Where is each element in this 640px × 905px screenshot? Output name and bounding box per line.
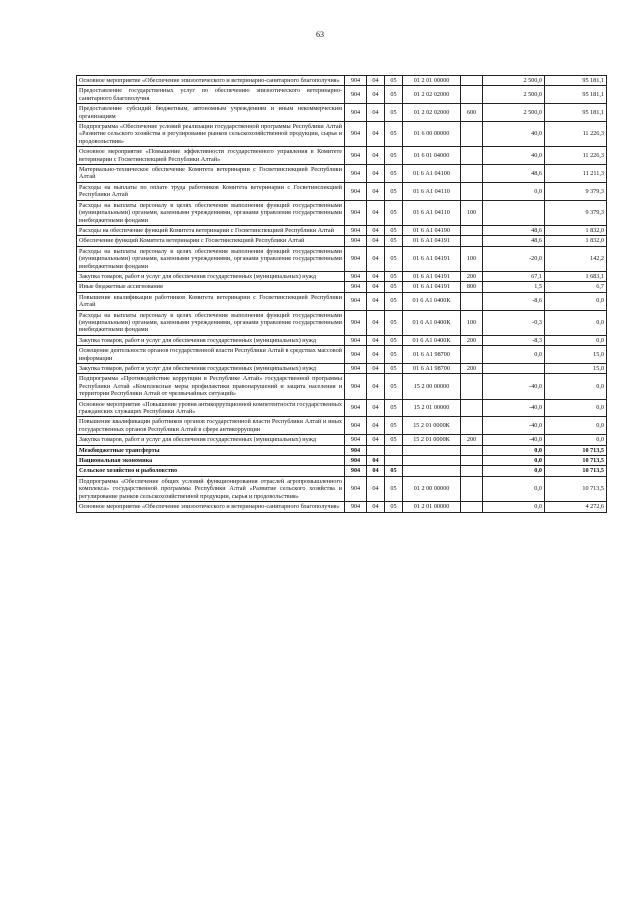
cell-admin-code: 904 <box>345 445 367 455</box>
cell-amount-total: 0,0 <box>545 335 607 345</box>
cell-section: 04 <box>367 476 385 501</box>
cell-target-article: 15 2 00 00000 <box>403 374 461 399</box>
cell-expense-type: 100 <box>461 200 483 225</box>
table-row <box>77 435 607 445</box>
cell-subsection: 05 <box>385 246 403 271</box>
cell-expense-type <box>461 182 483 200</box>
table-row <box>77 310 607 335</box>
cell-admin-code: 904 <box>345 246 367 271</box>
cell-expense-type <box>461 417 483 435</box>
row-name: Расходы на выплаты персоналу в целях обеспечения выполнения функций государственными (муниципальными) органами, казенными учреждениями, органами управления государственными внебюджетными фондами <box>77 246 345 271</box>
cell-amount-total: 9 379,3 <box>545 182 607 200</box>
cell-admin-code: 904 <box>345 147 367 165</box>
cell-expense-type: 100 <box>461 246 483 271</box>
cell-expense-type <box>461 147 483 165</box>
cell-section: 04 <box>367 456 385 466</box>
cell-subsection: 05 <box>385 310 403 335</box>
row-name: Материально-техническое обеспечение Комитета ветеринарии с Госветинспекцией Республики Алтай <box>77 165 345 183</box>
cell-expense-type <box>461 76 483 86</box>
table-row <box>77 246 607 271</box>
cell-admin-code: 904 <box>345 165 367 183</box>
cell-admin-code: 904 <box>345 466 367 476</box>
cell-section: 04 <box>367 86 385 104</box>
row-name: Национальная экономика <box>77 456 345 466</box>
row-name: Подпрограмма «Обеспечение общих условий функционирования отраслей агропромышленного комплекса» государственной программы Республики Алтай «Развитие сельского хозяйства и регулирование рынков сельскохозяйственной продукции, сырья и продовольствия» <box>77 476 345 501</box>
cell-amount-change: 0,0 <box>483 456 545 466</box>
cell-section: 04 <box>367 466 385 476</box>
cell-subsection: 05 <box>385 466 403 476</box>
cell-amount-change: -40,0 <box>483 435 545 445</box>
cell-target-article: 15 2 01 0000К <box>403 435 461 445</box>
row-name: Подпрограмма «Противодействие коррупции в Республике Алтай» государственной программы Республики Алтай «Комплексные меры профилактики правонарушений и защита населения и территории Республики Алтай от чрезвычайных ситуаций» <box>77 374 345 399</box>
cell-expense-type <box>461 292 483 310</box>
cell-admin-code: 904 <box>345 182 367 200</box>
cell-target-article <box>403 456 461 466</box>
cell-amount-change: 2 500,0 <box>483 76 545 86</box>
cell-amount-total: 0,0 <box>545 435 607 445</box>
cell-target-article: 01 6 01 04000 <box>403 147 461 165</box>
cell-amount-total: 1 832,0 <box>545 225 607 235</box>
cell-expense-type <box>461 466 483 476</box>
cell-section: 04 <box>367 147 385 165</box>
cell-amount-change: 2 500,0 <box>483 104 545 122</box>
cell-section: 04 <box>367 165 385 183</box>
cell-expense-type <box>461 456 483 466</box>
cell-amount-total: 95 181,1 <box>545 76 607 86</box>
row-name: Иные бюджетные ассигнования <box>77 282 345 292</box>
row-name: Расходы на выплаты персоналу в целях обеспечения выполнения функций государственными (муниципальными) органами, казенными учреждениями, органами управления государственными внебюджетными фондами <box>77 310 345 335</box>
cell-section: 04 <box>367 310 385 335</box>
cell-section: 04 <box>367 374 385 399</box>
cell-section: 04 <box>367 76 385 86</box>
row-name: Сельское хозяйство и рыболовство <box>77 466 345 476</box>
cell-amount-total: 95 181,1 <box>545 104 607 122</box>
cell-admin-code: 904 <box>345 122 367 147</box>
cell-amount-change: 0,0 <box>483 476 545 501</box>
cell-subsection: 05 <box>385 225 403 235</box>
table-row <box>77 104 607 122</box>
table-row <box>77 476 607 501</box>
cell-amount-total: 10 713,5 <box>545 456 607 466</box>
cell-expense-type <box>461 122 483 147</box>
row-name: Закупка товаров, работ и услуг для обеспечения государственных (муниципальных) нужд <box>77 364 345 374</box>
cell-expense-type <box>461 399 483 417</box>
cell-subsection: 05 <box>385 435 403 445</box>
cell-target-article <box>403 445 461 455</box>
row-name: Повышение квалификации работников органов государственной власти Республики Алтай и иных государственных органов Республики Алтай в сфере антикоррупции <box>77 417 345 435</box>
cell-section: 04 <box>367 292 385 310</box>
cell-subsection: 05 <box>385 86 403 104</box>
cell-admin-code: 904 <box>345 502 367 512</box>
cell-target-article: 01 6 А1 04190 <box>403 225 461 235</box>
cell-target-article: 01 6 А1 04100 <box>403 165 461 183</box>
table-row <box>77 76 607 86</box>
cell-section: 04 <box>367 271 385 281</box>
row-name: Закупка товаров, работ и услуг для обеспечения государственных (муниципальных) нужд <box>77 335 345 345</box>
row-name: Расходы на выплаты персоналу в целях обеспечения выполнения функций государственными (муниципальными) органами, казенными учреждениями, органами управления государственными внебюджетными фондами <box>77 200 345 225</box>
cell-target-article: 01 2 02 02000 <box>403 104 461 122</box>
row-name: Повышение квалификации работников Комитета ветеринарии с Госветинспекцией Республики Алтай <box>77 292 345 310</box>
cell-section: 04 <box>367 225 385 235</box>
cell-target-article: 15 2 01 0000К <box>403 417 461 435</box>
cell-subsection: 05 <box>385 292 403 310</box>
cell-amount-change <box>483 200 545 225</box>
cell-subsection: 05 <box>385 104 403 122</box>
cell-admin-code: 904 <box>345 417 367 435</box>
cell-amount-change: -20,0 <box>483 246 545 271</box>
cell-target-article: 15 2 01 00000 <box>403 399 461 417</box>
cell-admin-code: 904 <box>345 364 367 374</box>
cell-section: 04 <box>367 182 385 200</box>
cell-subsection: 05 <box>385 374 403 399</box>
cell-section: 04 <box>367 282 385 292</box>
cell-section: 04 <box>367 399 385 417</box>
budget-table-body <box>77 76 607 513</box>
cell-target-article: 01 6 А1 04191 <box>403 246 461 271</box>
cell-amount-change: -40,0 <box>483 374 545 399</box>
cell-expense-type <box>461 236 483 246</box>
cell-subsection: 05 <box>385 346 403 364</box>
cell-admin-code: 904 <box>345 236 367 246</box>
cell-target-article: 01 2 00 00000 <box>403 476 461 501</box>
cell-admin-code: 904 <box>345 476 367 501</box>
cell-amount-change: 1,5 <box>483 282 545 292</box>
cell-amount-change: 0,0 <box>483 466 545 476</box>
cell-section: 04 <box>367 246 385 271</box>
table-row <box>77 466 607 476</box>
cell-admin-code: 904 <box>345 335 367 345</box>
row-name: Расходы на выплаты по оплате труда работников Комитета ветеринарии с Госветинспекцией Республики Алтай <box>77 182 345 200</box>
cell-amount-change: 48,6 <box>483 236 545 246</box>
cell-amount-total: 10 713,5 <box>545 445 607 455</box>
cell-amount-total: 1 683,1 <box>545 271 607 281</box>
cell-subsection: 05 <box>385 165 403 183</box>
cell-amount-total: 142,2 <box>545 246 607 271</box>
cell-section: 04 <box>367 335 385 345</box>
cell-section <box>367 445 385 455</box>
cell-amount-change: 0,0 <box>483 182 545 200</box>
table-row <box>77 225 607 235</box>
cell-subsection: 05 <box>385 182 403 200</box>
table-row <box>77 445 607 455</box>
cell-expense-type: 800 <box>461 282 483 292</box>
cell-amount-change: 48,6 <box>483 225 545 235</box>
row-name: Подпрограмма «Обеспечение условий реализации государственной программы Республики Алтай «Развитие сельского хозяйства и регулирование рынков сельскохозяйственной продукции, сырья и продовольствия» <box>77 122 345 147</box>
table-row <box>77 364 607 374</box>
table-row <box>77 271 607 281</box>
row-name: Предоставление субсидий бюджетным, автономным учреждениям и иным некоммерческим организациям <box>77 104 345 122</box>
cell-section: 04 <box>367 502 385 512</box>
cell-subsection: 05 <box>385 200 403 225</box>
cell-amount-total: 0,0 <box>545 417 607 435</box>
cell-amount-change: 67,1 <box>483 271 545 281</box>
table-row <box>77 182 607 200</box>
cell-amount-total: 15,0 <box>545 346 607 364</box>
row-name: Расходы на обеспечение функций Комитета ветеринарии с Госветинспекцией Республики Алтай <box>77 225 345 235</box>
row-name: Закупка товаров, работ и услуг для обеспечения государственных (муниципальных) нужд <box>77 435 345 445</box>
cell-admin-code: 904 <box>345 200 367 225</box>
cell-subsection: 05 <box>385 236 403 246</box>
cell-admin-code: 904 <box>345 399 367 417</box>
cell-section: 04 <box>367 200 385 225</box>
cell-target-article: 01 6 А1 0400К <box>403 310 461 335</box>
cell-subsection: 05 <box>385 122 403 147</box>
row-name: Закупка товаров, работ и услуг для обеспечения государственных (муниципальных) нужд <box>77 271 345 281</box>
table-row <box>77 122 607 147</box>
cell-subsection: 05 <box>385 282 403 292</box>
cell-target-article: 01 6 А1 0400К <box>403 292 461 310</box>
table-row <box>77 335 607 345</box>
cell-subsection: 05 <box>385 271 403 281</box>
cell-subsection: 05 <box>385 399 403 417</box>
cell-section: 04 <box>367 364 385 374</box>
cell-expense-type <box>461 225 483 235</box>
cell-subsection <box>385 445 403 455</box>
cell-subsection: 05 <box>385 476 403 501</box>
cell-amount-total: 11 211,3 <box>545 165 607 183</box>
cell-amount-change: 40,0 <box>483 122 545 147</box>
cell-amount-total: 0,0 <box>545 310 607 335</box>
cell-expense-type <box>461 86 483 104</box>
cell-target-article: 01 2 01 00000 <box>403 502 461 512</box>
cell-admin-code: 904 <box>345 310 367 335</box>
cell-amount-total: 11 226,3 <box>545 122 607 147</box>
cell-admin-code: 904 <box>345 271 367 281</box>
table-row <box>77 282 607 292</box>
cell-amount-total: 10 713,5 <box>545 466 607 476</box>
cell-target-article: 01 6 А1 98700 <box>403 364 461 374</box>
cell-amount-total: 0,0 <box>545 292 607 310</box>
cell-section: 04 <box>367 104 385 122</box>
cell-admin-code: 904 <box>345 225 367 235</box>
cell-subsection: 05 <box>385 147 403 165</box>
cell-target-article: 01 2 01 00000 <box>403 76 461 86</box>
cell-amount-total: 15,0 <box>545 364 607 374</box>
row-name: Основное мероприятие «Повышение эффективности государственного управления в Комитете ветеринарии с Госветинспекцией Республики Алтай» <box>77 147 345 165</box>
cell-expense-type: 100 <box>461 310 483 335</box>
cell-expense-type <box>461 374 483 399</box>
table-row <box>77 374 607 399</box>
cell-subsection: 05 <box>385 502 403 512</box>
cell-admin-code: 904 <box>345 282 367 292</box>
cell-subsection <box>385 456 403 466</box>
cell-admin-code: 904 <box>345 104 367 122</box>
table-row <box>77 86 607 104</box>
budget-table <box>76 75 607 513</box>
cell-admin-code: 904 <box>345 292 367 310</box>
cell-subsection: 05 <box>385 417 403 435</box>
cell-amount-total: 1 832,0 <box>545 236 607 246</box>
cell-section: 04 <box>367 122 385 147</box>
cell-target-article: 01 6 А1 04110 <box>403 200 461 225</box>
cell-amount-total: 0,0 <box>545 374 607 399</box>
cell-section: 04 <box>367 435 385 445</box>
cell-subsection: 05 <box>385 76 403 86</box>
cell-target-article: 01 6 А1 04110 <box>403 182 461 200</box>
cell-amount-change: -0,3 <box>483 310 545 335</box>
cell-amount-total: 95 181,1 <box>545 86 607 104</box>
row-name: Основное мероприятие «Повышение уровня антикоррупционной компетентности государственных гражданских служащих Республики Алтай» <box>77 399 345 417</box>
cell-amount-change: -8,3 <box>483 335 545 345</box>
page-number: 63 <box>316 30 324 39</box>
cell-expense-type <box>461 346 483 364</box>
cell-expense-type: 600 <box>461 104 483 122</box>
table-row <box>77 399 607 417</box>
cell-amount-total: 9 379,3 <box>545 200 607 225</box>
cell-amount-change: 0,0 <box>483 445 545 455</box>
cell-expense-type <box>461 445 483 455</box>
row-name: Основное мероприятие «Обеспечение эпизоотического и ветеринарно-санитарного благополучия» <box>77 502 345 512</box>
row-name: Межбюджетные трансферты <box>77 445 345 455</box>
cell-admin-code: 904 <box>345 456 367 466</box>
row-name: Предоставление государственных услуг по обеспечению эпизоотического ветеринарно-санитарного благополучия <box>77 86 345 104</box>
cell-amount-total: 11 226,3 <box>545 147 607 165</box>
cell-amount-change: -40,0 <box>483 399 545 417</box>
cell-amount-change: -40,0 <box>483 417 545 435</box>
table-row <box>77 200 607 225</box>
cell-admin-code: 904 <box>345 346 367 364</box>
cell-amount-total: 0,0 <box>545 399 607 417</box>
cell-amount-change <box>483 364 545 374</box>
cell-target-article: 01 6 А1 98700 <box>403 346 461 364</box>
row-name: Обеспечение функций Комитета ветеринарии с Госветинспекцией Республики Алтай <box>77 236 345 246</box>
cell-amount-change: 0,0 <box>483 502 545 512</box>
cell-admin-code: 904 <box>345 374 367 399</box>
cell-target-article: 01 2 02 02000 <box>403 86 461 104</box>
cell-amount-change: 2 500,0 <box>483 86 545 104</box>
table-row <box>77 456 607 466</box>
cell-target-article: 01 6 А1 04191 <box>403 282 461 292</box>
cell-target-article: 01 6 А1 04191 <box>403 236 461 246</box>
cell-amount-change: 48,6 <box>483 165 545 183</box>
table-row <box>77 292 607 310</box>
cell-expense-type: 200 <box>461 364 483 374</box>
cell-expense-type: 200 <box>461 335 483 345</box>
cell-admin-code: 904 <box>345 86 367 104</box>
cell-amount-change: 0,0 <box>483 346 545 364</box>
cell-admin-code: 904 <box>345 76 367 86</box>
cell-section: 04 <box>367 236 385 246</box>
cell-amount-total: 6,7 <box>545 282 607 292</box>
table-row <box>77 346 607 364</box>
table-row <box>77 417 607 435</box>
cell-admin-code: 904 <box>345 435 367 445</box>
cell-subsection: 05 <box>385 364 403 374</box>
cell-target-article: 01 6 А1 0400К <box>403 335 461 345</box>
table-row <box>77 147 607 165</box>
cell-amount-change: 40,0 <box>483 147 545 165</box>
cell-amount-change: -8,6 <box>483 292 545 310</box>
table-row <box>77 165 607 183</box>
cell-expense-type: 200 <box>461 271 483 281</box>
cell-amount-total: 10 713,5 <box>545 476 607 501</box>
row-name: Освещение деятельности органов государственной власти Республики Алтай в средствах массовой информации <box>77 346 345 364</box>
cell-expense-type: 200 <box>461 435 483 445</box>
cell-expense-type <box>461 476 483 501</box>
cell-target-article: 01 6 00 00000 <box>403 122 461 147</box>
cell-subsection: 05 <box>385 335 403 345</box>
table-row <box>77 502 607 512</box>
cell-expense-type <box>461 502 483 512</box>
row-name: Основное мероприятие «Обеспечение эпизоотического и ветеринарно-санитарного благополучия» <box>77 76 345 86</box>
cell-section: 04 <box>367 417 385 435</box>
table-row <box>77 236 607 246</box>
cell-section: 04 <box>367 346 385 364</box>
cell-amount-total: 4 272,6 <box>545 502 607 512</box>
cell-expense-type <box>461 165 483 183</box>
cell-target-article: 01 6 А1 04191 <box>403 271 461 281</box>
cell-target-article <box>403 466 461 476</box>
